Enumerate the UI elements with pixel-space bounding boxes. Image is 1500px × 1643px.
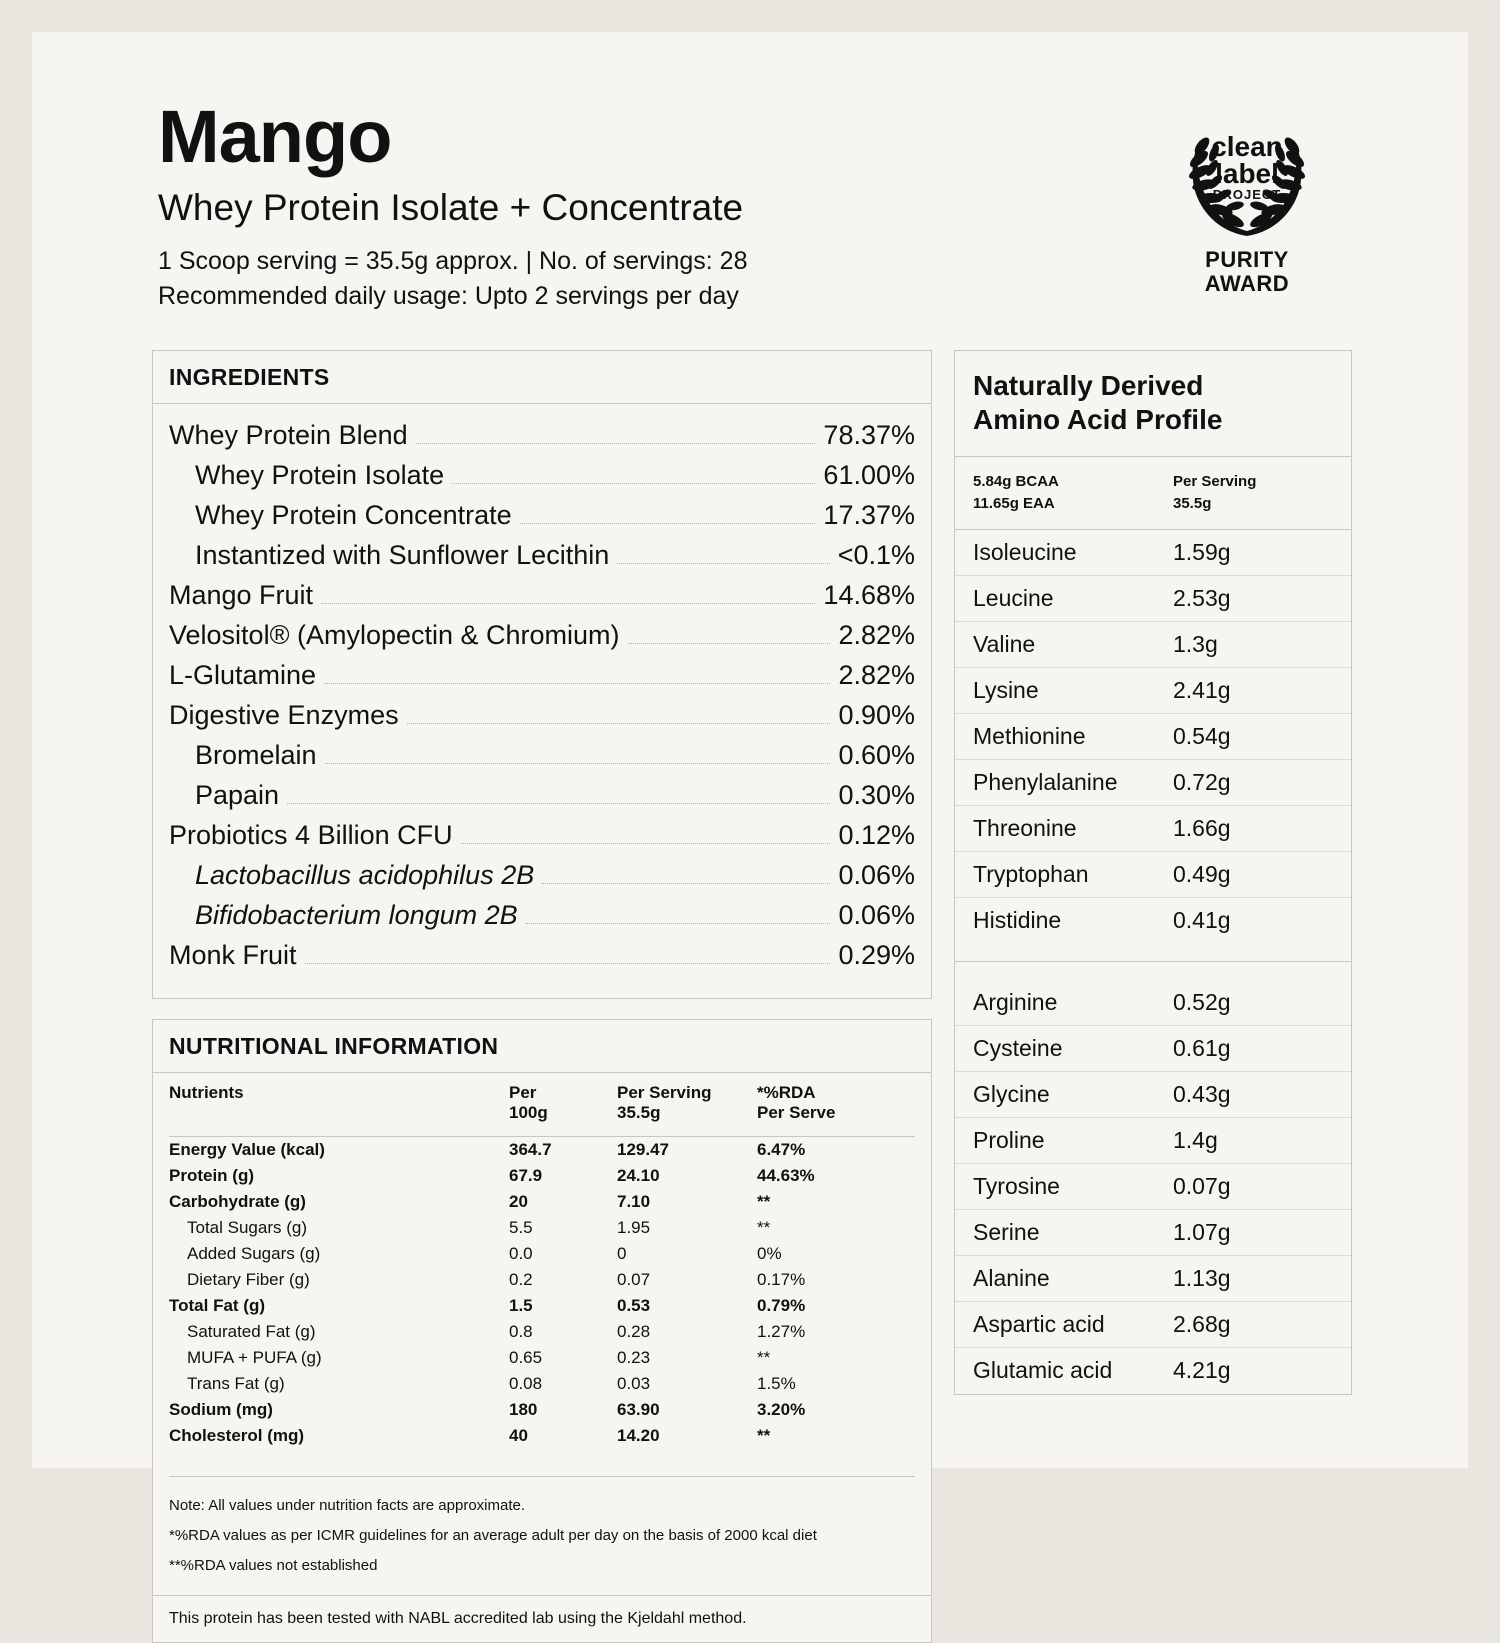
amino-acid-row [955,760,1351,806]
nutrient-name: Carbohydrate (g) [169,1191,306,1211]
table-bottom-rule [169,1449,915,1477]
product-type: Whey Protein Isolate + Concentrate [158,187,744,228]
nutrient-name: Dietary Fiber (g) [187,1269,310,1289]
amino-acid-name: Serine [973,1218,1040,1245]
amino-acid-amount: 2.53g [1173,584,1231,611]
amino-acid-row [955,530,1351,576]
nutrient-per-100g: 0.2 [509,1269,533,1289]
eaa-amount: 11.65g EAA [973,494,1055,512]
header-line-2: 35.5g [617,1103,661,1123]
ingredient-row [169,816,915,856]
leader-dots [617,563,829,564]
nutrient-rda: 0.17% [757,1269,806,1289]
amino-acid-name: Methionine [973,722,1086,749]
nutrient-per-100g: 0.65 [509,1347,543,1367]
nutrient-per-serving: 24.10 [617,1165,660,1185]
amino-title-line1: Naturally Derived [973,370,1204,401]
nutrient-per-100g: 1.5 [509,1295,533,1315]
label-content [152,82,1352,1627]
ingredient-name: Mango Fruit [169,580,314,610]
laurel-wreath-icon [1152,112,1342,242]
table-row [169,1215,915,1241]
ingredient-name: Digestive Enzymes [169,700,399,730]
amino-acid-name: Glycine [973,1080,1050,1107]
nutrient-name: Sodium (mg) [169,1399,273,1419]
amino-acid-amount: 2.41g [1173,676,1231,703]
amino-acid-name: Lysine [973,676,1039,703]
amino-acid-amount: 4.21g [1173,1357,1231,1384]
ingredient-row [169,616,915,656]
amino-acid-row [955,1164,1351,1210]
usage-line: Recommended daily usage: Upto 2 servings per day [158,282,739,311]
ingredient-row [169,696,915,736]
badge-line-label: label [1215,157,1279,189]
ingredient-name: Lactobacillus acidophilus 2B [195,860,535,890]
amino-acid-row [955,1302,1351,1348]
leader-dots [526,923,831,924]
ingredient-percentage: 0.06% [838,860,915,890]
nutrient-rda: 1.27% [757,1321,806,1341]
nutrient-per-serving: 0.28 [617,1321,651,1341]
amino-list-divider [955,944,1351,962]
nutrient-name: Energy Value (kcal) [169,1139,325,1159]
nutrient-per-100g: 40 [509,1425,528,1445]
nutrient-rda: 3.20% [757,1399,806,1419]
nutrient-rda: 0.79% [757,1295,806,1315]
ingredient-percentage: 2.82% [838,620,915,650]
divider [169,1449,915,1477]
amino-acid-row [955,1210,1351,1256]
ingredient-percentage: 78.37% [823,420,915,450]
table-row [169,1345,915,1371]
amino-acid-amount: 0.43g [1173,1080,1231,1107]
amino-acid-row [955,714,1351,760]
nutrient-name: MUFA + PUFA (g) [187,1347,322,1367]
ingredient-percentage: 0.29% [838,940,915,970]
amino-subheader-right [1173,471,1256,515]
amino-acid-panel [954,350,1352,1395]
ingredient-row [169,496,915,536]
nutrition-table-head [169,1073,915,1136]
leader-dots [416,443,816,444]
amino-acid-row [955,898,1351,944]
ingredient-percentage: 2.82% [838,660,915,690]
ingredient-name: Probiotics 4 Billion CFU [169,820,453,850]
nutrient-rda: 44.63% [757,1165,815,1185]
kjeldahl-note: This protein has been tested with NABL accredited lab using the Kjeldahl method. [153,1595,931,1642]
badge-award-line2: AWARD [1204,271,1290,297]
leader-dots [321,603,815,604]
table-row [169,1423,915,1449]
table-row [169,1189,915,1215]
header-line-2 [169,1103,509,1123]
nutrient-per-serving: 129.47 [617,1139,669,1159]
table-row [169,1163,915,1189]
amino-acid-row [955,668,1351,714]
amino-acid-amount: 0.72g [1173,768,1231,795]
amino-acid-name: Histidine [973,907,1062,934]
amino-acid-name: Tyrosine [973,1172,1060,1199]
amino-acid-name: Arginine [973,988,1058,1015]
leader-dots [461,843,831,844]
ingredients-title: INGREDIENTS [153,351,931,404]
ingredient-percentage: 0.12% [838,820,915,850]
amino-acid-name: Aspartic acid [973,1310,1105,1337]
ingredient-name: Instantized with Sunflower Lecithin [195,540,610,570]
ingredient-row [169,416,915,456]
nutrient-name: Total Sugars (g) [187,1217,307,1237]
ingredient-name: Velositol® (Amylopectin & Chromium) [169,620,620,650]
amino-acid-name: Tryptophan [973,860,1089,887]
ingredients-list [153,404,931,998]
nutrient-rda: ** [757,1347,771,1367]
serving-line: 1 Scoop serving = 35.5g approx. | No. of servings: 28 [158,246,748,275]
leader-dots [628,643,831,644]
amino-acid-amount: 2.68g [1173,1310,1231,1337]
nutrient-per-serving: 7.10 [617,1191,651,1211]
nutrient-name: Total Fat (g) [169,1295,265,1315]
nutrient-name: Saturated Fat (g) [187,1321,316,1341]
amino-acid-name: Isoleucine [973,538,1077,565]
nutrient-per-100g: 364.7 [509,1139,552,1159]
ingredient-row [169,776,915,816]
ingredient-name: Monk Fruit [169,940,297,970]
bcaa-amount: 5.84g BCAA [973,473,1059,491]
ingredient-row [169,856,915,896]
badge-award-line1: PURITY [1205,247,1289,272]
leader-dots [325,763,831,764]
header-line-2: Per Serve [757,1103,836,1123]
amino-acid-row [955,1026,1351,1072]
ingredient-row [169,656,915,696]
nutrient-rda: 1.5% [757,1373,796,1393]
nutrient-per-serving: 0.23 [617,1347,651,1367]
ingredient-row [169,536,915,576]
badge-line-clean: clean [1211,131,1283,162]
nutrient-per-100g: 67.9 [509,1165,543,1185]
nutrient-rda: 0% [757,1243,782,1263]
nutrition-column-header [617,1073,757,1136]
header [152,95,1352,350]
amino-acid-name: Cysteine [973,1034,1063,1061]
nutrient-per-100g: 0.0 [509,1243,533,1263]
amino-acid-row [955,980,1351,1026]
table-row [169,1371,915,1397]
amino-acid-name: Phenylalanine [973,768,1118,795]
nutrient-per-100g: 180 [509,1399,538,1419]
ingredient-name: Whey Protein Blend [169,420,408,450]
table-row [169,1293,915,1319]
amino-list-spacer [955,962,1351,980]
header-line-1: Per [509,1083,537,1102]
nutrition-column-header [757,1073,915,1136]
amino-title-line2: Amino Acid Profile [973,403,1223,435]
amino-subheader-left [973,471,1173,515]
nutrient-rda: 6.47% [757,1139,806,1159]
nutrition-title: NUTRITIONAL INFORMATION [153,1020,931,1073]
nutrient-name: Added Sugars (g) [187,1243,321,1263]
amino-acid-row [955,576,1351,622]
ingredient-percentage: 0.30% [838,780,915,810]
amino-acid-name: Alanine [973,1264,1050,1291]
leader-dots [287,803,830,804]
ingredient-percentage: 61.00% [823,460,915,490]
nutrient-per-serving: 14.20 [617,1425,660,1445]
amino-acid-row [955,1256,1351,1302]
amino-acid-row [955,852,1351,898]
amino-acid-row [955,622,1351,668]
amino-acid-row [955,1072,1351,1118]
nutrient-name: Cholesterol (mg) [169,1425,305,1445]
nutrition-note: *%RDA values as per ICMR guidelines for an average adult per day on the basis of 2000 kcal diet [169,1526,817,1544]
nutrient-per-100g: 0.8 [509,1321,533,1341]
amino-acid-amount: 0.41g [1173,907,1231,934]
nutrient-rda: ** [757,1425,771,1445]
nutrient-per-serving: 63.90 [617,1399,660,1419]
nutrient-per-serving: 0.07 [617,1269,651,1289]
label-page [32,32,1468,1627]
ingredient-name: Bromelain [195,740,317,770]
amino-acid-amount: 0.61g [1173,1034,1231,1061]
header-line-2: 100g [509,1103,548,1123]
nutrition-table-body [169,1136,915,1476]
nutrient-per-serving: 0.53 [617,1295,651,1315]
ingredient-row [169,576,915,616]
amino-acid-name: Valine [973,630,1036,657]
amino-subheader [955,457,1351,530]
ingredient-name: Bifidobacterium longum 2B [195,900,518,930]
nutrition-note: **%RDA values not established [169,1556,378,1574]
amino-acid-name: Threonine [973,814,1077,841]
nutrient-per-serving: 0 [617,1243,627,1263]
left-column [152,350,932,1643]
amino-acid-amount: 1.3g [1173,630,1218,657]
leader-dots [520,523,816,524]
leader-dots [452,483,815,484]
table-row [169,1397,915,1423]
amino-acid-amount: 1.59g [1173,538,1231,565]
nutrient-per-serving: 1.95 [617,1217,651,1237]
nutrition-table [169,1073,915,1477]
ingredient-row [169,456,915,496]
table-row [169,1136,915,1163]
nutrition-table-wrap [153,1073,931,1477]
nutrient-per-100g: 0.08 [509,1373,543,1393]
amino-acid-name: Leucine [973,584,1054,611]
amino-acid-name: Glutamic acid [973,1357,1113,1384]
content-columns [152,350,1352,1643]
amino-acid-amount: 1.07g [1173,1218,1231,1245]
table-row [169,1319,915,1345]
amino-acid-amount: 0.52g [1173,988,1231,1015]
nutrient-rda: ** [757,1217,771,1237]
nutrient-name: Protein (g) [169,1165,254,1185]
leader-dots [324,683,830,684]
ingredient-name: Papain [195,780,280,810]
ingredient-percentage: 14.68% [823,580,915,610]
ingredient-percentage: 0.60% [838,740,915,770]
ingredient-percentage: 17.37% [823,500,915,530]
table-header-row [169,1073,915,1136]
ingredient-row [169,896,915,936]
leader-dots [407,723,831,724]
ingredient-percentage: 0.06% [838,900,915,930]
nutrient-name: Trans Fat (g) [187,1373,285,1393]
clean-label-project-badge [1152,112,1342,296]
amino-acid-amount: 1.66g [1173,814,1231,841]
table-row [169,1241,915,1267]
nutrient-rda: ** [757,1191,771,1211]
amino-acid-row [955,1348,1351,1394]
nutrient-per-serving: 0.03 [617,1373,651,1393]
page-title: Mango [158,95,392,178]
table-row [169,1267,915,1293]
header-line-1: Nutrients [169,1083,244,1102]
leader-dots [542,883,830,884]
ingredient-percentage: 0.90% [838,700,915,730]
amino-acid-name: Proline [973,1126,1045,1153]
ingredient-name: L-Glutamine [169,660,317,690]
right-column [954,350,1352,1643]
ingredients-panel [152,350,932,999]
amino-acid-amount: 1.4g [1173,1126,1218,1153]
ingredient-row [169,736,915,776]
amino-essential-list [955,530,1351,944]
ingredient-name: Whey Protein Isolate [195,460,445,490]
nutrient-per-100g: 5.5 [509,1217,533,1237]
amino-acid-row [955,806,1351,852]
amino-acid-amount: 0.49g [1173,860,1231,887]
ingredient-percentage: <0.1% [837,540,915,570]
nutrition-notes [153,1477,931,1595]
amino-acid-amount: 1.13g [1173,1264,1231,1291]
header-line-1: Per Serving [617,1083,712,1102]
amino-serving-size: 35.5g [1173,494,1212,512]
amino-acid-amount: 0.54g [1173,722,1231,749]
header-line-1: *%RDA [757,1083,816,1102]
nutrition-panel [152,1019,932,1643]
amino-nonessential-list [955,980,1351,1394]
nutrition-note: Note: All values under nutrition facts are approximate. [169,1496,526,1514]
badge-line-project: PROJECT [1212,187,1282,203]
nutrient-per-100g: 20 [509,1191,528,1211]
nutrition-column-header [169,1073,509,1136]
ingredient-row [169,936,915,976]
amino-acid-row [955,1118,1351,1164]
amino-per-serving-label: Per Serving [1173,473,1257,491]
nutrition-column-header [509,1073,617,1136]
amino-acid-amount: 0.07g [1173,1172,1231,1199]
amino-panel-title [955,351,1351,457]
leader-dots [305,963,831,964]
ingredient-name: Whey Protein Concentrate [195,500,512,530]
